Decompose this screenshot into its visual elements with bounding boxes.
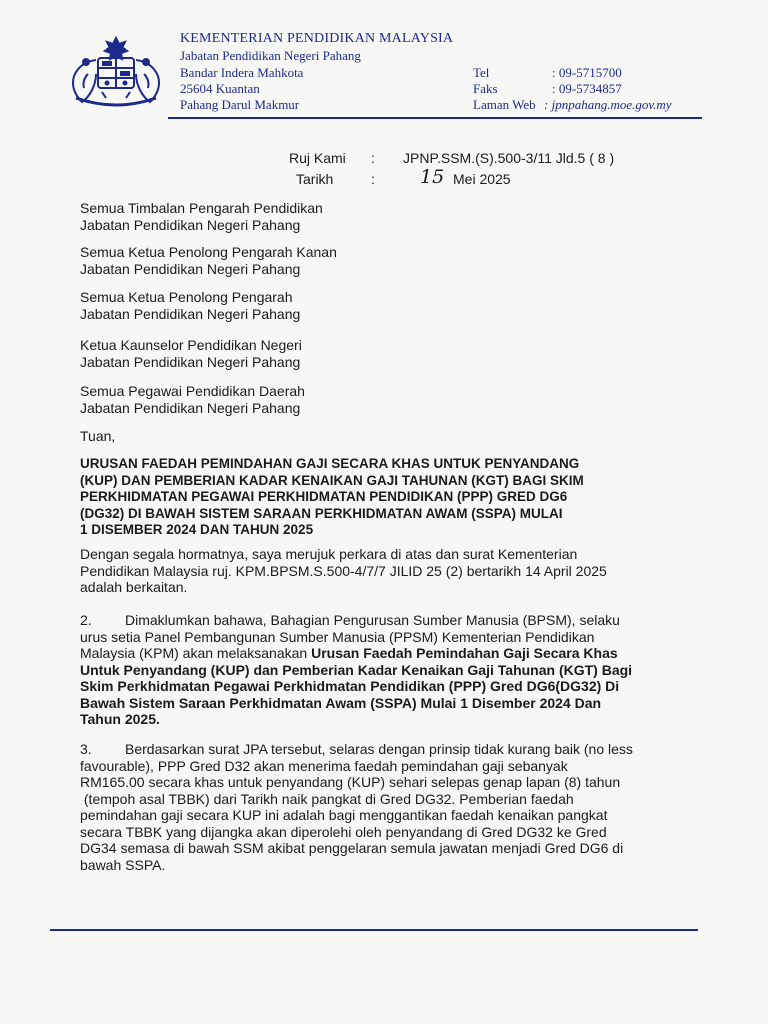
body-bold-text: Urusan Faedah Pemindahan Gaji Secara Khas <box>311 645 618 661</box>
body-bold-line: Tahun 2025. <box>80 711 160 727</box>
body-line: adalah berkaitan. <box>80 579 188 595</box>
subject-line: (DG32) DI BAWAH SISTEM SARAAN PERKHIDMATAN AWAM (SSPA) MULAI <box>80 505 563 521</box>
web-value[interactable]: : jpnpahang.moe.gov.my <box>544 97 672 112</box>
body-line <box>80 645 668 662</box>
ruj-kami-label: Ruj Kami <box>289 150 346 166</box>
address-line-2: 25604 Kuantan <box>180 81 260 96</box>
department-name: Jabatan Pendidikan Negeri Pahang <box>180 48 361 63</box>
paragraph-2 <box>80 612 668 728</box>
body-line: bawah SSPA. <box>80 856 166 873</box>
subject-line: URUSAN FAEDAH PEMINDAHAN GAJI SECARA KHAS UNTUK PENYANDANG <box>80 456 580 471</box>
recipient-line: Semua Pegawai Pendidikan Daerah <box>80 383 305 399</box>
tarikh-colon: : <box>371 171 375 187</box>
recipient-line: Jabatan Pendidikan Negeri Pahang <box>80 306 301 322</box>
body-bold-line: Bawah Sistem Saraan Perkhidmatan Awam (SSPA) Mulai 1 Disember 2024 Dan <box>80 694 602 711</box>
recipient-line: Semua Ketua Penolong Pengarah Kanan <box>80 244 337 260</box>
body-line: RM165.00 secara khas untuk penyandang (KUP) sehari selepas genap lapan (8) tahun <box>80 774 621 790</box>
recipient-line: Semua Ketua Penolong Pengarah <box>80 289 293 305</box>
tarikh-label: Tarikh <box>296 171 334 187</box>
body-text: Dimaklumkan bahawa, Bahagian Pengurusan Sumber Manusia (BPSM), selaku <box>125 612 620 628</box>
paragraph-number: 3. <box>80 741 92 757</box>
salutation: Tuan, <box>80 428 116 444</box>
body-bold-line: Untuk Penyandang (KUP) dan Pemberian Kadar Kenaikan Gaji Tahunan (KGT) Bagi <box>80 661 633 678</box>
body-line: urus setia Panel Pembangunan Sumber Manusia (PPSM) Kementerian Pendidikan <box>80 628 595 645</box>
letterhead-divider <box>168 117 702 119</box>
paragraph-3 <box>80 741 668 873</box>
body-text: Malaysia (KPM) akan melaksanakan <box>80 645 312 661</box>
body-line: pemindahan gaji secara KUP ini adalah bagi menggantikan faedah kenaikan pangkat <box>80 807 608 823</box>
recipient-block <box>80 289 300 323</box>
fax-label: Faks <box>473 81 498 96</box>
body-line <box>80 612 668 629</box>
subject-line: PERKHIDMATAN PEGAWAI PERKHIDMATAN PENDIDIKAN (PPP) GRED DG6 <box>80 489 568 504</box>
recipient-block <box>80 244 337 278</box>
recipient-line: Ketua Kaunselor Pendidikan Negeri <box>80 337 302 353</box>
body-line: Pendidikan Malaysia ruj. KPM.BPSM.S.500-4/7/7 JILID 25 (2) bertarikh 14 April 2025 <box>80 562 607 579</box>
recipient-block <box>80 383 305 417</box>
tel-value: : 09-5715700 <box>552 65 622 80</box>
web-label: Laman Web <box>473 97 536 112</box>
ministry-name: KEMENTERIAN PENDIDIKAN MALAYSIA <box>180 31 454 46</box>
paragraph-1 <box>80 546 668 596</box>
body-line: Dengan segala hormatnya, saya merujuk perkara di atas dan surat Kementerian <box>80 546 578 562</box>
ruj-kami-value: JPNP.SSM.(S).500-3/11 Jld.5 ( 8 ) <box>403 150 615 166</box>
body-line: (tempoh asal TBBK) dari Tarikh naik pangkat di Gred DG32. Pemberian faedah <box>80 790 574 807</box>
address-line-1: Bandar Indera Mahkota <box>180 65 304 80</box>
tel-label: Tel <box>473 65 490 80</box>
body-line: DG34 semasa di bawah SSM akibat penggelaran semula jawatan menjadi Gred DG6 di <box>80 840 624 856</box>
tarikh-month-year: Mei 2025 <box>453 171 511 187</box>
recipient-block <box>80 200 323 234</box>
paragraph-number: 2. <box>80 612 92 628</box>
fax-value: : 09-5734857 <box>552 81 622 96</box>
body-text: Berdasarkan surat JPA tersebut, selaras dengan prinsip tidak kurang baik (no less <box>125 741 633 757</box>
tarikh-handwritten-day: 15 <box>420 166 445 188</box>
body-line: secara TBBK yang dijangka akan diperolehi oleh penyandang di Gred DG32 ke Gred <box>80 823 607 840</box>
body-line: favourable), PPP Gred D32 akan menerima faedah pemindahan gaji sebanyak <box>80 757 568 774</box>
body-bold-line: Skim Perkhidmatan Pegawai Perkhidmatan Pendidikan (PPP) Gred DG6(DG32) Di <box>80 678 620 694</box>
ruj-kami-colon: : <box>371 150 375 166</box>
malaysia-coat-of-arms-icon <box>66 34 166 110</box>
subject-line: (KUP) DAN PEMBERIAN KADAR KENAIKAN GAJI TAHUNAN (KGT) BAGI SKIM <box>80 472 584 488</box>
subject-heading <box>80 456 668 539</box>
body-line <box>80 741 668 758</box>
recipient-line: Jabatan Pendidikan Negeri Pahang <box>80 261 301 277</box>
recipient-line: Jabatan Pendidikan Negeri Pahang <box>80 217 301 233</box>
footer-divider <box>50 929 698 931</box>
recipient-block <box>80 337 302 371</box>
subject-line: 1 DISEMBER 2024 DAN TAHUN 2025 <box>80 522 314 537</box>
recipient-line: Jabatan Pendidikan Negeri Pahang <box>80 354 301 370</box>
recipient-line: Jabatan Pendidikan Negeri Pahang <box>80 400 301 416</box>
address-line-3: Pahang Darul Makmur <box>180 97 300 112</box>
recipient-line: Semua Timbalan Pengarah Pendidikan <box>80 200 323 216</box>
